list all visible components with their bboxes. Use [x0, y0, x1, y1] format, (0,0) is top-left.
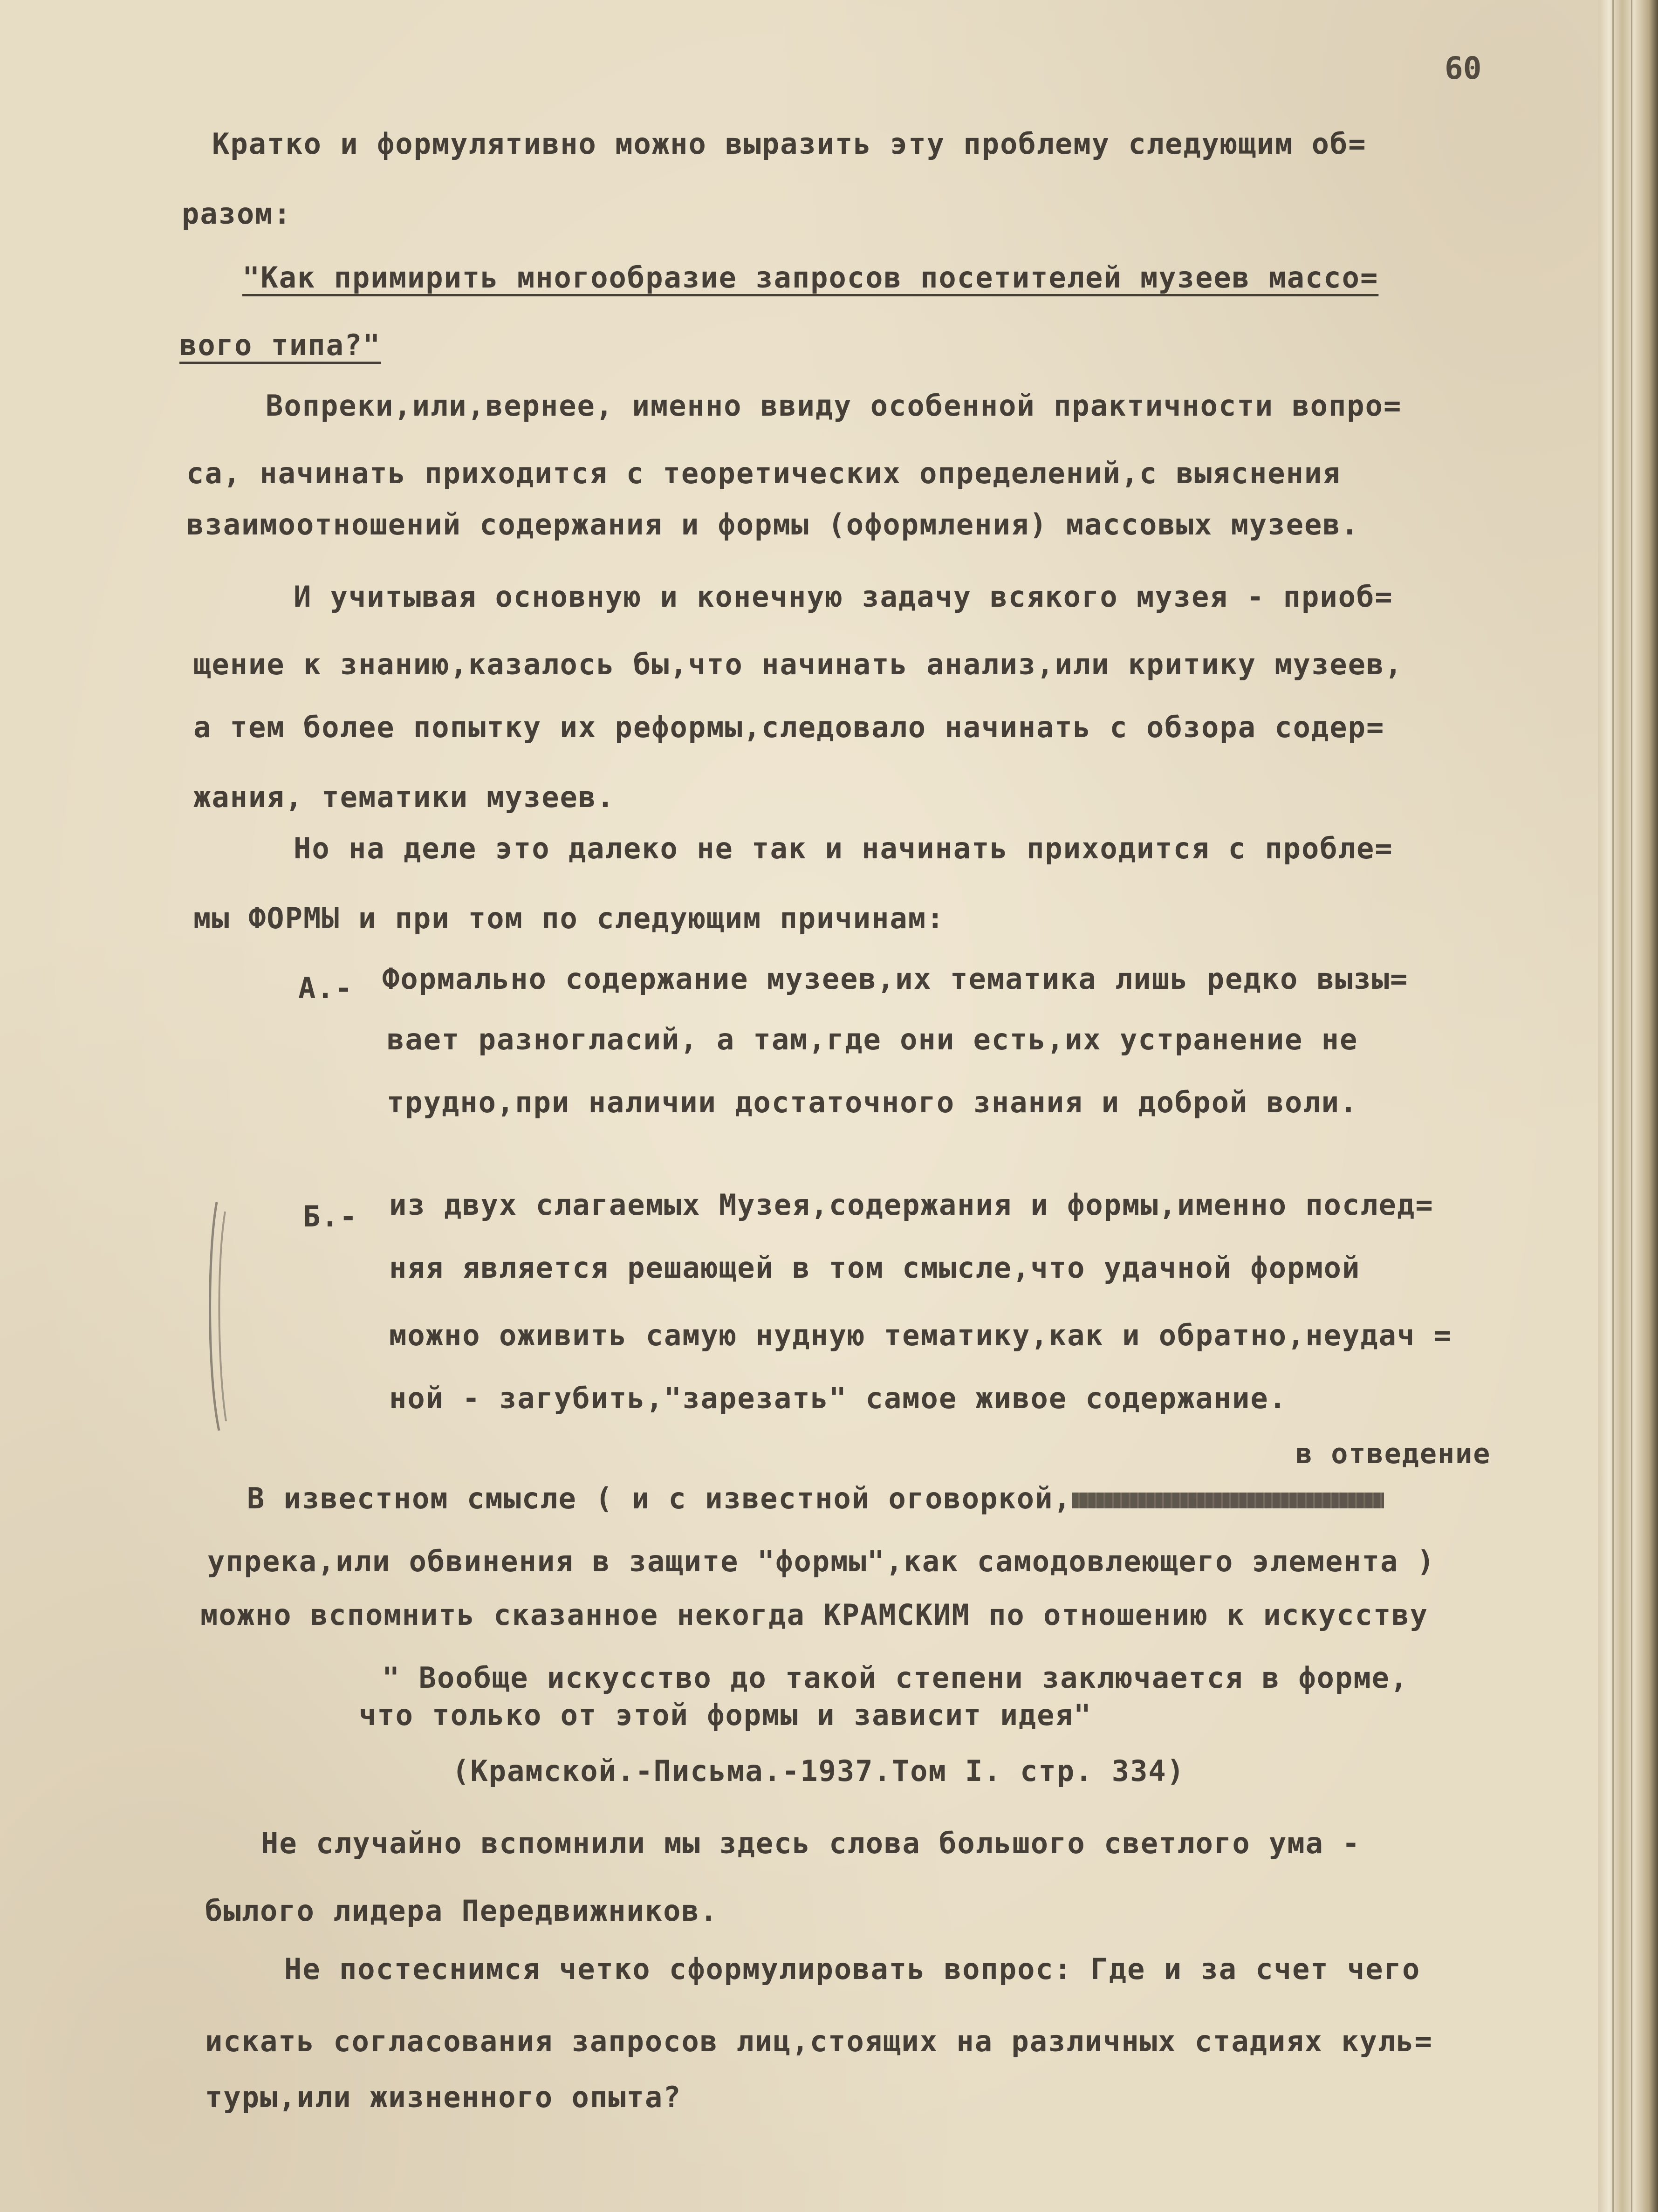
text-line: Вопреки,или,вернее, именно ввиду особенной практичности вопро= — [266, 389, 1402, 423]
text-line: разом: — [182, 197, 292, 231]
text-line: туры,или жизненного опыта? — [205, 2080, 682, 2114]
book-spine-edge — [1598, 0, 1658, 2212]
list-item-line: Формально содержание музеев,их тематика лишь редко вызы= — [382, 962, 1409, 996]
quote-line: " Вообще искусство до такой степени заключается в форме, — [382, 1661, 1409, 1695]
text-line: щение к знанию,казалось бы,что начинать анализ,или критику музеев, — [193, 647, 1403, 681]
text-line: жания, тематики музеев. — [193, 780, 615, 814]
list-item-line: вает разногласий, а там,где они есть,их устранение не — [387, 1022, 1358, 1056]
text-line: былого лидера Передвижников. — [205, 1894, 719, 1928]
text-line: Но на деле это далеко не так и начинать приходится с пробле= — [294, 831, 1393, 865]
list-item-label: А.- — [298, 971, 353, 1005]
margin-bracket-mark — [198, 1198, 235, 1440]
spine-line — [1612, 0, 1614, 2212]
quote-line: что только от этой формы и зависит идея" — [359, 1698, 1092, 1732]
text-line: Не постеснимся четко сформулировать вопрос: Где и за счет чего — [284, 1952, 1421, 1986]
list-item-line: няя является решающей в том смысле,что удачной формой — [389, 1251, 1361, 1285]
text-line: Кратко и формулятивно можно выразить эту проблему следующим об= — [212, 127, 1367, 161]
text-line: можно вспомнить сказанное некогда КРАМСКИМ по отношению к искусству — [200, 1598, 1428, 1632]
list-item-line: трудно,при наличии достаточного знания и доброй воли. — [387, 1085, 1358, 1119]
page-number: 60 — [1445, 50, 1482, 86]
text-line: И учитывая основную и конечную задачу всякого музея - приоб= — [294, 580, 1393, 614]
text-line-start: В известном смысле ( и с известной оговоркой, — [247, 1481, 1072, 1515]
list-item-line: ной - загубить,"зарезать" самое живое содержание. — [389, 1381, 1288, 1415]
list-item-line: из двух слагаемых Музея,содержания и формы,именно послед= — [389, 1188, 1434, 1222]
underlined-question: вого типа?" — [179, 328, 381, 362]
list-item-line: можно оживить самую нудную тематику,как и обратно,неудач = — [389, 1318, 1452, 1352]
text-line: Не случайно вспомнили мы здесь слова большого светлого ума - — [261, 1826, 1361, 1860]
text-line: искать согласования запросов лиц,стоящих на различных стадиях куль= — [205, 2024, 1433, 2058]
text-line: са, начинать приходится с теоретических определений,с выяснения — [186, 456, 1341, 490]
spine-line — [1631, 0, 1632, 2212]
text-line: мы ФОРМЫ и при том по следующим причинам: — [193, 901, 945, 935]
underlined-question: "Как примирить многообразие запросов посетителей музеев массо= — [242, 260, 1379, 294]
text-line: взаимоотношений содержания и формы (оформления) массовых музеев. — [186, 507, 1359, 541]
inserted-correction: в отведение — [1295, 1438, 1491, 1470]
text-line — [247, 1481, 1384, 1515]
citation: (Крамской.-Письма.-1937.Том I. стр. 334) — [452, 1754, 1185, 1788]
text-line: упрека,или обвинения в защите "формы",как самодовлеющего элемента ) — [207, 1544, 1435, 1578]
struck-out-text — [1072, 1493, 1384, 1508]
text-line: а тем более попытку их реформы,следовало начинать с обзора содер= — [193, 710, 1385, 744]
list-item-label: Б.- — [303, 1199, 358, 1233]
